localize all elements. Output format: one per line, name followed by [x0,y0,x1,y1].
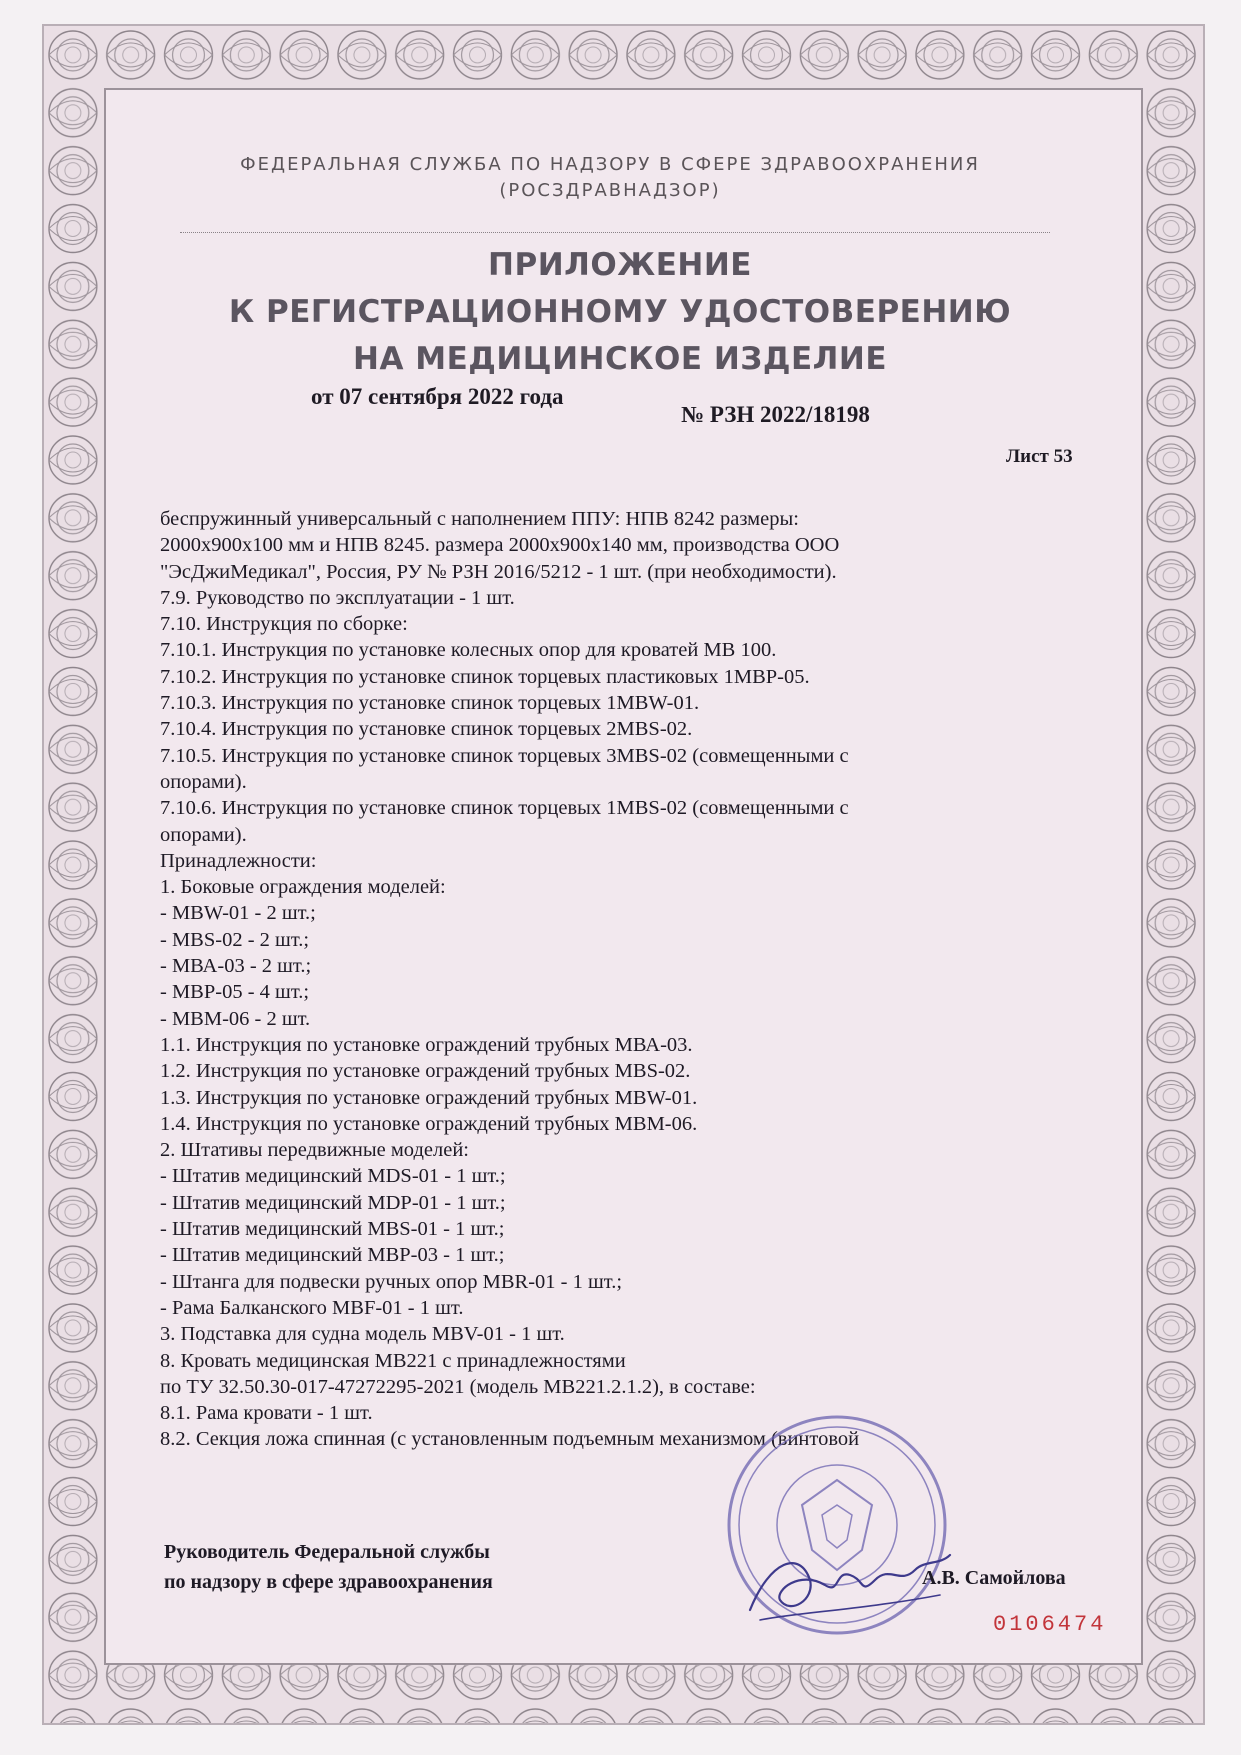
body-line: 7.9. Руководство по эксплуатации - 1 шт. [160,586,515,609]
document-body [160,506,1040,1453]
body-line: - МВМ-06 - 2 шт. [160,1007,311,1030]
signatory-title-line-2: по надзору в сфере здравоохранения [164,1571,493,1593]
body-line: 7.10.1. Инструкция по установке колесных опор для кроватей МВ 100. [160,639,777,662]
agency-name: ФЕДЕРАЛЬНАЯ СЛУЖБА ПО НАДЗОРУ В СФЕРЕ ЗДРАВООХРАНЕНИЯ [240,154,980,175]
registration-number: № РЗН 2022/18198 [681,402,870,427]
body-line: 2. Штативы передвижные моделей: [160,1139,469,1162]
body-line: - Штатив медицинский MBS-01 - 1 шт.; [160,1218,505,1241]
title-line-2: К РЕГИСТРАЦИОННОМУ УДОСТОВЕРЕНИЮ [228,294,1012,330]
issue-date: от 07 сентября 2022 года [311,384,564,409]
body-line: 8.1. Рама кровати - 1 шт. [160,1402,373,1425]
body-line: 7.10.3. Инструкция по установке спинок торцевых 1MBW-01. [160,692,700,715]
sheet-number: Лист 53 [1006,446,1073,467]
body-line: 1.3. Инструкция по установке ограждений трубных MBW-01. [160,1086,698,1109]
body-line: - Рама Балканского MBF-01 - 1 шт. [160,1296,464,1319]
signatory-name: А.В. Самойлова [922,1567,1066,1589]
body-line: - Штанга для подвески ручных опор MBR-01 - 1 шт.; [160,1270,623,1293]
body-line: 7.10.5. Инструкция по установке спинок торцевых 3MBS-02 (совмещенными с [160,744,849,767]
body-line: 3. Подставка для судна модель MBV-01 - 1 шт. [160,1323,565,1346]
body-line: опорами). [160,823,247,846]
body-line: - MBW-01 - 2 шт.; [160,902,316,925]
body-line: 1.4. Инструкция по установке ограждений трубных МВМ-06. [160,1112,698,1135]
body-line: опорами). [160,770,247,793]
body-line: - МВР-05 - 4 шт.; [160,981,310,1004]
body-line: - Штатив медицинский MDP-01 - 1 шт.; [160,1191,506,1214]
header-divider [180,232,1050,233]
agency-short-name: (РОСЗДРАВНАДЗОР) [499,180,721,201]
body-line: 2000х900х100 мм и НПВ 8245. размера 2000х900х140 мм, производства ООО [160,534,840,557]
body-line: по ТУ 32.50.30-017-47272295-2021 (модель МВ221.2.1.2), в составе: [160,1375,756,1398]
title-line-1: ПРИЛОЖЕНИЕ [488,247,752,283]
document-title [110,242,1130,383]
body-line: 7.10. Инструкция по сборке: [160,613,408,636]
body-line: 7.10.4. Инструкция по установке спинок торцевых 2MBS-02. [160,718,693,741]
body-line: 1. Боковые ограждения моделей: [160,876,446,899]
body-line: 8. Кровать медицинская МВ221 с принадлежностями [160,1349,626,1372]
body-line: "ЭсДжиМедикал", Россия, РУ № РЗН 2016/5212 - 1 шт. (при необходимости). [160,560,837,583]
body-line: - MBS-02 - 2 шт.; [160,928,310,951]
body-line: 8.2. Секция ложа спинная (с установленным подъемным механизмом (винтовой [160,1428,860,1451]
signatory-title-line-1: Руководитель Федеральной службы [164,1541,490,1563]
body-line: - Штатив медицинский MDS-01 - 1 шт.; [160,1165,506,1188]
body-line: беспружинный универсальный с наполнением ППУ: НПВ 8242 размеры: [160,508,799,530]
body-line: 7.10.2. Инструкция по установке спинок торцевых пластиковых 1МВР-05. [160,665,810,688]
body-line: 1.1. Инструкция по установке ограждений трубных МВА-03. [160,1033,693,1056]
serial-number: 0106474 [993,1612,1107,1637]
body-line: 7.10.6. Инструкция по установке спинок торцевых 1MBS-02 (совмещенными с [160,797,849,820]
body-line: 1.2. Инструкция по установке ограждений трубных MBS-02. [160,1060,691,1083]
body-line: - Штатив медицинский МВР-03 - 1 шт.; [160,1244,505,1267]
agency-header [160,152,1060,204]
body-line: - МВА-03 - 2 шт.; [160,955,312,978]
signatory-title [164,1537,493,1597]
title-line-3: НА МЕДИЦИНСКОЕ ИЗДЕЛИЕ [353,341,887,377]
body-line: Принадлежности: [160,849,317,872]
